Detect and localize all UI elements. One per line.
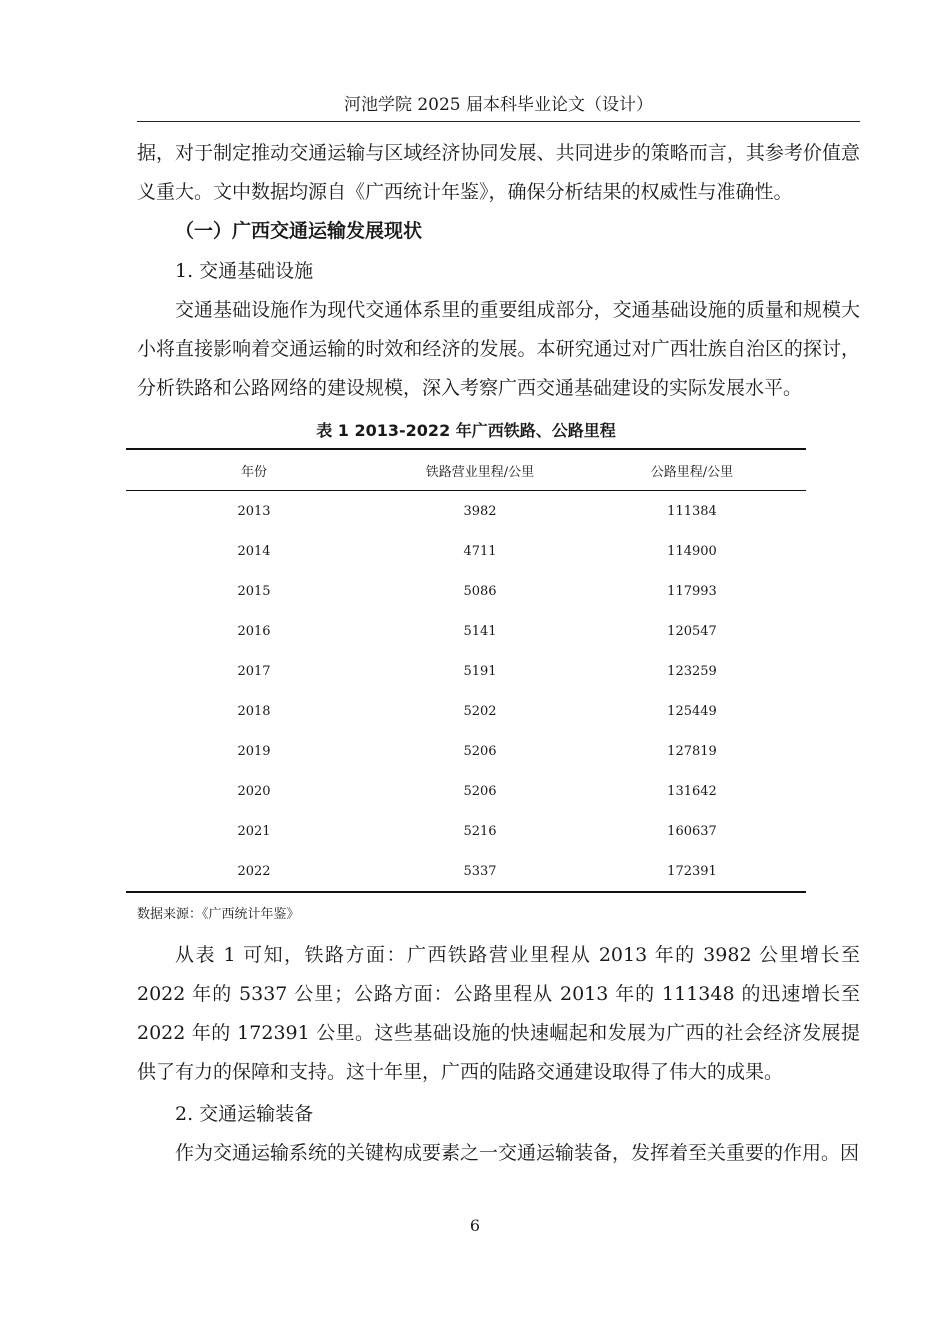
railway-cell: 5191: [463, 663, 497, 679]
table-row: [126, 731, 806, 771]
highway-cell: 111384: [667, 503, 717, 519]
year-cell: 2022: [237, 863, 271, 879]
table-row: [126, 851, 806, 892]
mileage-table: [126, 448, 806, 893]
table-row: [126, 491, 806, 532]
year-cell: 2020: [237, 783, 271, 799]
year-cell: 2018: [237, 703, 271, 719]
header-rule: [137, 121, 860, 122]
highway-cell: 125449: [667, 703, 717, 719]
railway-cell: 5141: [463, 623, 497, 639]
highway-cell: 120547: [667, 623, 717, 639]
table-row: [126, 611, 806, 651]
table-source-note: 数据来源：《广西统计年鉴》: [137, 907, 300, 922]
subsection-heading-1: 1. 交通基础设施: [175, 260, 314, 282]
table-row: [126, 811, 806, 851]
year-cell: 2019: [237, 743, 271, 759]
equipment-paragraph: 作为交通运输系统的关键构成要素之一交通运输装备，发挥着至关重要的作用。因: [175, 1142, 860, 1164]
year-cell: 2021: [237, 823, 271, 839]
table-row: [126, 531, 806, 571]
railway-cell: 5202: [463, 703, 497, 719]
column-header-highway: 公路里程/公里: [650, 464, 734, 480]
page-number: 6: [469, 1216, 481, 1235]
year-cell: 2013: [237, 503, 271, 519]
year-cell: 2016: [237, 623, 271, 639]
table-row: [126, 571, 806, 611]
table-row: [126, 651, 806, 691]
table-caption: 表 1 2013-2022 年广西铁路、公路里程: [316, 421, 616, 440]
intro-continued-paragraph: 据，对于制定推动交通运输与区域经济协同发展、共同进步的策略而言，其参考价值意义重大。文中数据均源自《广西统计年鉴》，确保分析结果的权威性与准确性。: [137, 142, 860, 203]
railway-cell: 4711: [463, 543, 497, 559]
infrastructure-paragraph: 交通基础设施作为现代交通体系里的重要组成部分，交通基础设施的质量和规模大小将直接影响着交通运输的时效和经济的发展。本研究通过对广西壮族自治区的探讨，分析铁路和公路网络的建设规模，深入考察广西交通基础建设的实际发展水平。: [137, 299, 860, 399]
subsection-heading-2: 2. 交通运输装备: [175, 1103, 314, 1125]
year-cell: 2014: [237, 543, 271, 559]
highway-cell: 131642: [667, 783, 717, 799]
year-cell: 2017: [237, 663, 271, 679]
railway-cell: 3982: [463, 503, 497, 519]
highway-cell: 172391: [667, 863, 717, 879]
column-header-railway: 铁路营业里程/公里: [425, 464, 535, 480]
railway-cell: 5337: [463, 863, 497, 879]
highway-cell: 123259: [667, 663, 717, 679]
highway-cell: 117993: [667, 583, 717, 599]
highway-cell: 160637: [667, 823, 717, 839]
section-heading: （一）广西交通运输发展现状: [175, 220, 423, 242]
railway-cell: 5086: [463, 583, 497, 599]
analysis-paragraph: 从表 1 可知，铁路方面：广西铁路营业里程从 2013 年的 3982 公里增长至 2022 年的 5337 公里；公路方面：公路里程从 2013 年的 111348 的迅速增长至 2022 年的 172391 公里。这些基础设施的快速崛起和发展为广西的社会经济发展提供了有力的保障和支持。这十年里，广西的陆路交通建设取得了伟大的成果。: [137, 944, 860, 1083]
railway-cell: 5216: [463, 823, 497, 839]
table-row: [126, 771, 806, 811]
highway-cell: 114900: [667, 543, 717, 559]
table-header-row: [126, 449, 806, 491]
railway-cell: 5206: [463, 743, 497, 759]
railway-cell: 5206: [463, 783, 497, 799]
table-row: [126, 691, 806, 731]
year-cell: 2015: [237, 583, 271, 599]
highway-cell: 127819: [667, 743, 717, 759]
running-header: 河池学院 2025 届本科毕业论文（设计）: [343, 95, 654, 115]
column-header-year: 年份: [240, 464, 267, 480]
